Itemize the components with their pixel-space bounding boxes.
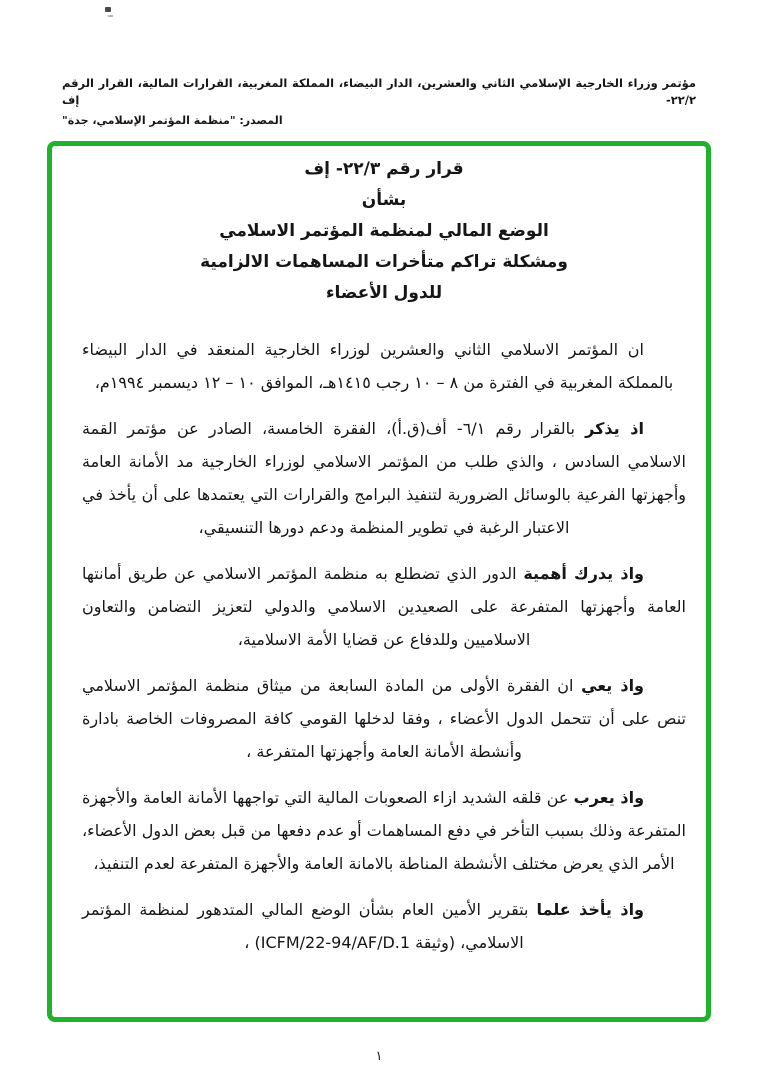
source-publisher-line: المصدر: "منظمة المؤتمر الإسلامي، جدة": [62, 114, 283, 127]
scan-artifact: [105, 7, 111, 12]
paragraph-lead: واذ يعرب: [573, 788, 645, 807]
paragraph-text: ان المؤتمر الاسلامي الثاني والعشرين لوزراء الخارجية المنعقد في الدار البيضاء بالمملكة المغربية في الفترة من ٨ – ١٠ رجب ١٤١٥هـ، الموافق ١٠ – ١٢ ديسمبر ١٩٩٤م،: [82, 340, 674, 392]
paragraph-lead: واذ يأخذ علما: [536, 900, 644, 919]
paragraph-text: الدور الذي تضطلع به منظمة المؤتمر الاسلامي عن طريق أمانتها العامة وأجهزتها المتفرعة على الصعيدين الاسلامي والدولي لتعزيز التضامن والتعاون الاسلاميين وللدفاع عن قضايا الأمة الاسلامية،: [82, 564, 686, 649]
resolution-title-subject-1: الوضع المالي لمنظمة المؤتمر الاسلامي: [219, 221, 549, 241]
resolution-title-subject-2: ومشكلة تراكم متأخرات المساهمات الالزامية: [200, 252, 568, 272]
resolution-number: قرار رقم ٢٢/٣- إف: [304, 159, 464, 179]
resolution-title-subject-3: للدول الأعضاء: [325, 283, 443, 303]
paragraph-lead: واذ يدرك أهمية: [523, 564, 644, 583]
source-header: [62, 75, 696, 127]
paragraph-text: ان الفقرة الأولى من المادة السابعة من ميثاق منظمة المؤتمر الاسلامي تنص على أن تتحمل الدول الأعضاء ، وفقا لدخلها القومي كافة المصروفات الخاصة بادارة وأنشطة الأمانة العامة وأجهزتها المتفرعة ،: [82, 676, 686, 761]
source-citation-line: مؤتمر وزراء الخارجية الإسلامي الثاني والعشرين، الدار البيضاء، المملكة المغربية، القرارات المالية، القرار الرقم ٢٢/٢- إف: [62, 76, 696, 107]
resolution-title-regarding: بشأن: [361, 190, 407, 210]
page-number: ١: [375, 1049, 383, 1064]
resolution-title-block: [82, 154, 686, 309]
paragraph-expressing-concern: [82, 781, 686, 880]
paragraph-recalling: [82, 412, 686, 544]
scan-artifact: [108, 15, 113, 17]
paragraph-taking-note: [82, 893, 686, 959]
paragraph-aware: [82, 669, 686, 768]
paragraph-text: بتقرير الأمين العام بشأن الوضع المالي المتدهور لمنظمة المؤتمر الاسلامي، (وثيقة ICFM/22-94/AF/D.1) ،: [82, 900, 529, 952]
resolution-frame: [47, 141, 711, 1022]
paragraph-preamble: [82, 333, 686, 399]
paragraph-text: بالقرار رقم ٦/١- أف(ق.أ)، الفقرة الخامسة، الصادر عن مؤتمر القمة الاسلامي السادس ، والذي طلب من المؤتمر الاسلامي لوزراء الخارجية مد الأمانة العامة وأجهزتها الفرعية بالوسائل الضرورية لتنفيذ البرامج والقرارات التي يعتمدها على أن يأخذ في الاعتبار الرغبة في تطوير المنظمة ودعم دورها التنسيقي،: [82, 419, 686, 537]
resolution-body: [82, 333, 686, 959]
paragraph-lead: واذ يعي: [581, 676, 645, 695]
paragraph-text: عن قلقه الشديد ازاء الصعوبات المالية التي تواجهها الأمانة العامة والأجهزة المتفرعة وذلك بسبب التأخر في دفع المساهمات أو عدم دفعها من قبل بعض الدول الأعضاء، الأمر الذي يعرض مختلف الأنشطة المناطة بالامانة العامة والأجهزة المتفرعة لعدم التنفيذ،: [82, 788, 686, 873]
paragraph-lead: اذ يذكر: [585, 419, 645, 438]
paragraph-recognizing: [82, 557, 686, 656]
page-footer: [0, 1045, 758, 1064]
